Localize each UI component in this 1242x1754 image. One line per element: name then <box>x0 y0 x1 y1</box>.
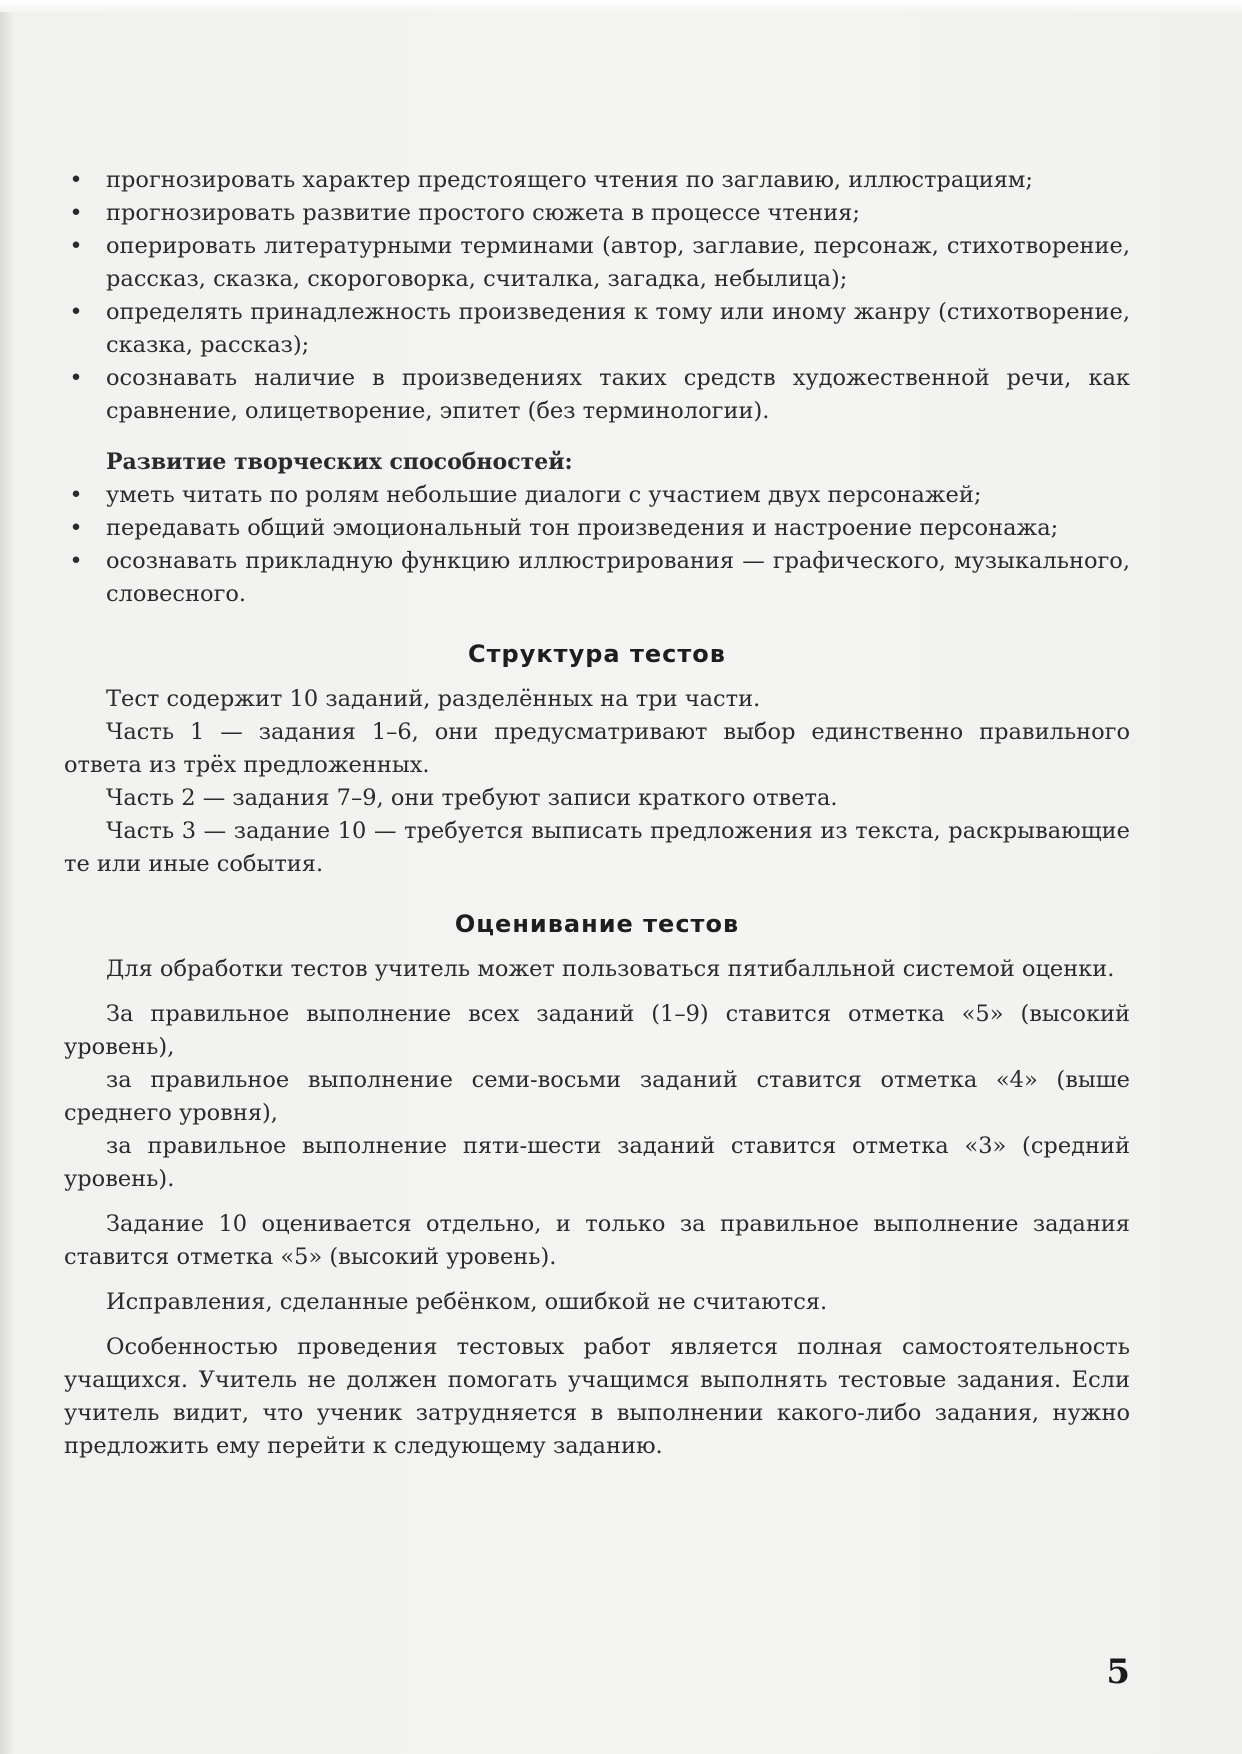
conclusion-paragraph: Особенностью проведения тестовых работ является полная самостоятельность учащихся. Учитель не должен помогать учащимся выполнять тестовые задания. Если учитель видит, что ученик затрудняется в выполнении какого-либо задания, нужно предложить ему перейти к следующему заданию. <box>64 1334 1130 1459</box>
list-item: • прогнозировать развитие простого сюжета в процессе чтения; <box>64 197 1130 230</box>
list-item: • прогнозировать характер предстоящего чтения по заглавию, иллюстрациям; <box>64 164 1130 197</box>
bullet-icon: • <box>69 365 83 391</box>
structure-paragraph: Часть 2 — задания 7–9, они требуют записи краткого ответа. <box>106 785 838 811</box>
structure-section-title: Структура тестов <box>468 640 726 668</box>
page-content <box>64 164 1130 1463</box>
evaluation-section-title: Оценивание тестов <box>454 910 740 938</box>
bullet-icon: • <box>69 233 83 259</box>
page-top-edge <box>0 0 1242 12</box>
structure-paragraph: Часть 1 — задания 1–6, они предусматривают выбор единственно правильного ответа из трёх предложенных. <box>64 719 1130 778</box>
list-item: • осознавать прикладную функцию иллюстрирования — графического, музыкального, словесного. <box>64 545 1130 611</box>
grade-rule: за правильное выполнение пяти-шести заданий ставится отметка «3» (средний уровень). <box>64 1133 1130 1192</box>
creative-skills-heading: Развитие творческих способностей: <box>106 449 573 475</box>
bullet-icon: • <box>69 299 83 325</box>
bullet-icon: • <box>69 200 83 226</box>
list-item: • определять принадлежность произведения к тому или иному жанру (стихотворение, сказка, рассказ); <box>64 296 1130 362</box>
structure-paragraph: Тест содержит 10 заданий, разделённых на три части. <box>106 686 761 712</box>
list-item: • передавать общий эмоциональный тон произведения и настроение персонажа; <box>64 512 1130 545</box>
bullet-icon: • <box>69 548 83 574</box>
skills-list-1 <box>64 164 1130 428</box>
grade-rule: за правильное выполнение семи-восьми заданий ставится отметка «4» (выше среднего уровня), <box>64 1067 1130 1126</box>
skills-list-2 <box>64 479 1130 611</box>
task10-rule: Задание 10 оценивается отдельно, и только за правильное выполнение задания ставится отметка «5» (высокий уровень). <box>64 1211 1130 1270</box>
list-item: • осознавать наличие в произведениях таких средств художественной речи, как сравнение, олицетворение, эпитет (без терминологии). <box>64 362 1130 428</box>
structure-paragraph: Часть 3 — задание 10 — требуется выписать предложения из текста, раскрывающие те или иные события. <box>64 818 1130 877</box>
list-item: • уметь читать по ролям небольшие диалоги с участием двух персонажей; <box>64 479 1130 512</box>
bullet-icon: • <box>69 167 83 193</box>
evaluation-intro: Для обработки тестов учитель может пользоваться пятибалльной системой оценки. <box>106 956 1115 982</box>
corrections-rule: Исправления, сделанные ребёнком, ошибкой не считаются. <box>106 1289 828 1315</box>
grade-rule: За правильное выполнение всех заданий (1–9) ставится отметка «5» (высокий уровень), <box>64 1001 1130 1060</box>
list-item: • оперировать литературными терминами (автор, заглавие, персонаж, стихотворение, рассказ, сказка, скороговорка, считалка, загадка, небылица); <box>64 230 1130 296</box>
bullet-icon: • <box>69 515 83 541</box>
bullet-icon: • <box>69 482 83 508</box>
page-number: 5 <box>1106 1652 1130 1692</box>
